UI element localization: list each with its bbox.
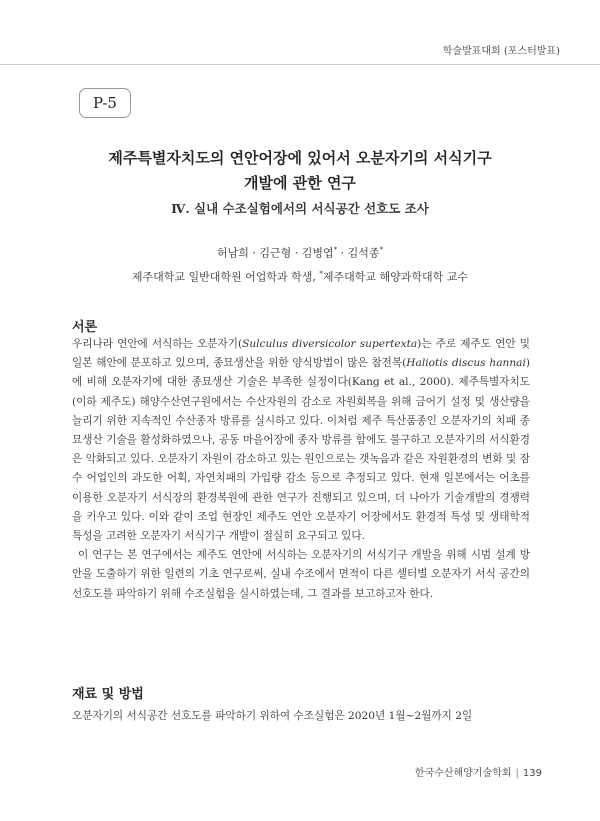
section-heading-methods: 재료 및 방법 [72,687,144,702]
affiliation-main: 제주대학교 일반대학원 어업학과 학생, [131,270,320,284]
author-last-asterisk: * [379,246,383,254]
author-names: 허남희 · 김근형 · 김병엽 [217,246,334,260]
intro-text-b: )는 주로 제주도 연안 및 일본 해안에 분포하고 있으며, 종묘생산을 위한 양식방법이 많은 참전복( [72,338,530,370]
species-name-haliotis: Haliotis discus hannai [406,357,526,370]
title-block [0,146,600,220]
page-number: 139 [522,768,542,779]
introduction-body [72,335,530,604]
paper-subtitle: Ⅳ. 실내 수조실험에서의 서식공간 선호도 조사 [171,201,429,216]
running-header: 학술발표대회 (포스터발표) [442,46,560,57]
affiliation-rest: 제주대학교 해양과학대학 교수 [322,270,469,284]
methods-paragraph-1: 오분자기의 서식공간 선호도를 파악하기 위하여 수조실험은 2020년 1월~2월까지 2일 [72,710,473,722]
header-divider [0,64,600,65]
intro-text-c: )에 비해 오분자기에 대한 종묘생산 기술은 부족한 실정이다(Kang et al., 2000). 제주특별자치도(이하 제주도) 해양수산연구원에서는 수산자원의 감소로 자원회복을 위해 금어기 설정 및 생산량을 늘리기 위한 지속적인 수산종자 방류를 실시하고 있다. 이처럼 제주 특산품종인 오분자기의 치패 종묘생산 기술을 활성화하였으나, 공동 마을어장에 종자 방류를 함에도 불구하고 오분자기의 서식환경은 악화되고 있다. 오분자기 자원이 감소하고 있는 원인으로는 갯녹음과 같은 자원환경의 변화 및 잠수 어업인의 과도한 어획, 자연치패의 가입량 감소 등으로 추정되고 있다. 현재 일본에서는 어초를 이용한 오분자기 서식장의 환경복원에 관한 연구가 진행되고 있으며, 더 나아가 기술개발의 경쟁력을 키우고 있다. 이와 같이 조업 현장인 제주도 연안 오분자기 어장에서도 환경적 특성 및 생태학적 특성을 고려한 오분자기 서식기구 개발이 절실히 요구되고 있다. [72,357,530,543]
species-name-sulculus: Sulculus diversicolor supertexta [242,338,418,350]
paper-title-line-2: 개발에 관한 연구 [244,174,356,192]
affiliation-asterisk: * [319,269,323,278]
author-asterisk: * [333,246,338,254]
introduction-paragraph-1 [72,335,530,546]
section-heading-introduction: 서론 [72,320,98,335]
page-footer [415,764,542,779]
poster-number-tag: P-5 [79,88,131,118]
affiliation [0,264,600,288]
footer-society: 한국수산해양기술학회 [414,768,512,779]
footer-separator: | [515,768,519,779]
authors-block [0,240,600,287]
introduction-paragraph-2: 이 연구는 본 연구에서는 제주도 연안에 서식하는 오분자기의 서식기구 개발을 위해 시범 설계 방안을 도출하기 위한 일련의 기초 연구로써, 실내 수조에서 면적이 다른 셀터별 오분자기 서식 공간의 선호도를 파악하기 위해 수조실험을 실시하였는데, 그 결과를 보고하고자 한다. [72,549,530,600]
intro-text-a: 우리나라 연안에 서식하는 오분자기( [72,338,243,350]
author-list [0,240,600,264]
paper-title-line-1: 제주특별자치도의 연안어장에 있어서 오분자기의 서식기구 [108,149,492,167]
author-last-name: · 김석종 [337,246,380,260]
methods-body [72,707,530,726]
